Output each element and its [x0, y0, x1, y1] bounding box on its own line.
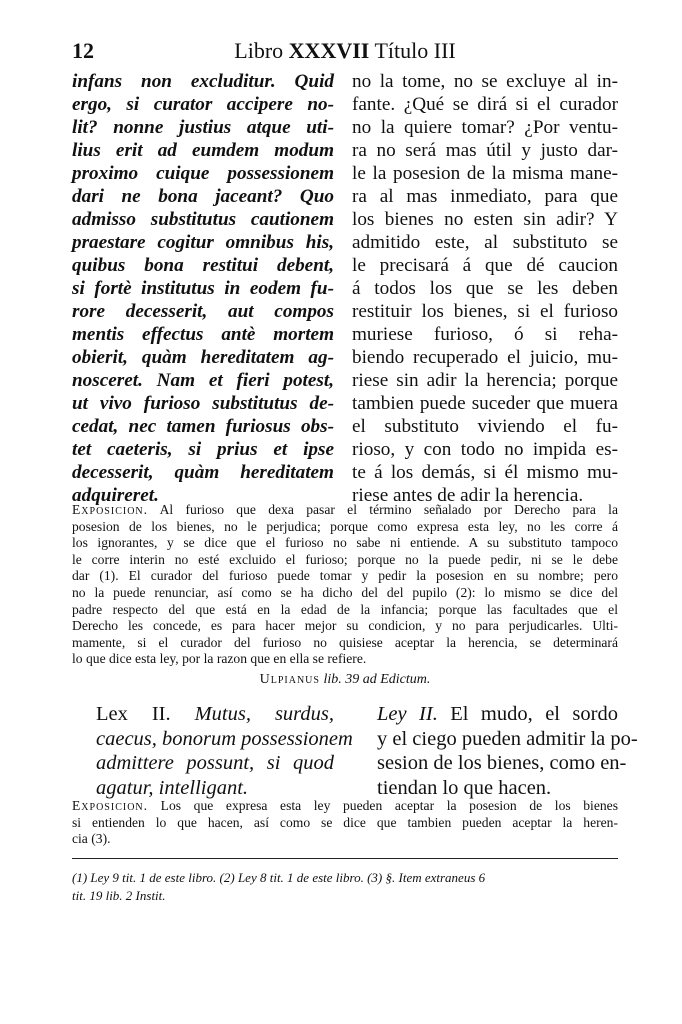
- exposition-2-first-line: Los que expresa esta ley pueden aceptar la posesion de los bienes: [148, 798, 618, 813]
- lex-2-latin-line: agatur, intelligant.: [96, 776, 249, 799]
- latin-text-line: si fortè institutus in eodem fu-: [72, 278, 334, 299]
- exposition-line: le corre interin no esté excluido el furioso; porque no la puede pedir, ni se le debe: [72, 551, 618, 567]
- exposition-first-line: Al furioso que dexa pasar el término señalado por Derecho para la: [148, 502, 618, 517]
- spanish-text-line: le precisará á que dé caucion: [352, 255, 618, 276]
- source-citation: [72, 672, 618, 688]
- latin-text-line: admisso substitutus cautionem: [72, 209, 334, 230]
- spanish-text-line: el substituto viviendo el fu-: [352, 416, 618, 437]
- exposition-line: no la puede renunciar, así como se ha dicho del del pupilo (2): lo mismo se dice del: [72, 584, 618, 600]
- spanish-column: [352, 70, 618, 507]
- spanish-text-line: restituir los bienes, si el furioso: [352, 301, 618, 322]
- latin-text-line: infans non excluditur. Quid: [72, 71, 334, 92]
- exposition-label: Exposicion.: [72, 502, 149, 517]
- lex-2-spanish-line: tiendan lo que hacen.: [377, 776, 552, 799]
- lex-2-latin-heading: Lex II.: [96, 703, 171, 725]
- running-head-book: XXXVII: [288, 38, 370, 63]
- exposition-line: mamente, si el curador del furioso no quisiese aceptar la herencia, se determinará: [72, 634, 618, 650]
- page-number: 12: [72, 38, 94, 63]
- exposition-line: Derecho les concede, es para hacer mejor su condicion, y no para perjudicarles. Ulti-: [72, 618, 618, 634]
- spanish-text-line: riese antes de adir la herencia.: [352, 485, 584, 506]
- latin-text-line: cedat, nec tamen furiosus obs-: [72, 416, 334, 437]
- lex-2-spanish-line: sesion de los bienes, como en-: [377, 752, 627, 774]
- spanish-text-line: á todos los que se les deben: [352, 278, 618, 299]
- exposition-2-line: si entienden lo que hacen, así como se dice que tambien pueden aceptar la heren-: [72, 814, 618, 830]
- latin-text-line: decesserit, quàm hereditatem: [72, 462, 334, 483]
- running-head: [72, 38, 618, 64]
- latin-text-line: lit? nonne justius atque uti-: [72, 117, 334, 138]
- spanish-text-line: tambien puede suceder que muera: [352, 393, 618, 414]
- exposition-line: lo que dice esta ley, por la razon que en ella se refiere.: [72, 651, 367, 667]
- lex-2-latin: [96, 702, 353, 800]
- spanish-text-line: rioso, y con todo no impida es-: [352, 439, 618, 460]
- latin-text-line: ut vivo furioso substitutus de-: [72, 393, 334, 414]
- lex-2-spanish: [377, 702, 638, 800]
- spanish-text-line: te á los demás, si él mismo mu-: [352, 462, 618, 483]
- exposition-2-line: cia (3).: [72, 831, 111, 847]
- lex-2-latin-line1: Mutus, surdus,: [170, 703, 334, 725]
- exposition-line: posesion de los bienes, no le perjudica; porque como expresa esta ley, no les corre á: [72, 518, 618, 534]
- footnote-line-1: (1) Ley 9 tit. 1 de este libro. (2) Ley 8 tit. 1 de este libro. (3) §. Item extraneus 6: [72, 870, 486, 885]
- latin-text-line: praestare cogitur omnibus his,: [72, 232, 334, 253]
- exposition-2-label: Exposicion.: [72, 798, 149, 813]
- lex-2-latin-line: admittere possunt, si quod: [96, 752, 334, 774]
- exposition-line: padre respecto del que está en la edad de la infancia; porque las facultades que el: [72, 601, 618, 617]
- latin-text-line: mentis effectus antè mortem: [72, 324, 334, 345]
- source-work: lib. 39 ad Edictum.: [319, 672, 431, 687]
- lex-2-spanish-line1: El mudo, el sordo: [437, 703, 618, 725]
- spanish-text-line: muriese furioso, ó si reha-: [352, 324, 618, 345]
- latin-text-line: proximo cuique possessionem: [72, 163, 334, 184]
- spanish-text-line: ra no será mas útil y justo dar-: [352, 140, 618, 161]
- lex-2-spanish-heading: Ley II.: [377, 703, 438, 725]
- exposition-1: [72, 502, 618, 668]
- latin-column: [72, 70, 334, 507]
- spanish-text-line: le la posesion de la misma mane-: [352, 163, 618, 184]
- exposition-2: [72, 798, 618, 848]
- footnote-divider: [72, 858, 618, 859]
- latin-text-line: tet caeteris, si prius et ipse: [72, 439, 334, 460]
- lex-2-spanish-line: y el ciego pueden admitir la po-: [377, 727, 638, 750]
- spanish-text-line: biendo recuperado el juicio, mu-: [352, 347, 618, 368]
- spanish-text-line: fante. ¿Qué se dirá si el curador: [352, 94, 618, 115]
- page-header: [72, 38, 618, 68]
- running-head-prefix: Libro: [234, 38, 289, 63]
- latin-text-line: obierit, quàm hereditatem ag-: [72, 347, 334, 368]
- latin-text-line: dari ne bona jaceant? Quo: [72, 186, 334, 207]
- latin-text-line: quibus bona restitui debent,: [72, 255, 334, 276]
- latin-text-line: adquireret.: [72, 485, 159, 506]
- spanish-text-line: ra al mas inmediato, para que: [352, 186, 618, 207]
- footnote-line-2: tit. 19 lib. 2 Instit.: [72, 888, 166, 903]
- spanish-text-line: los bienes no esten sin adir? Y: [352, 209, 618, 230]
- latin-text-line: ergo, si curator accipere no-: [72, 94, 334, 115]
- lex-2-latin-line: caecus, bonorum possessionem: [96, 727, 353, 750]
- spanish-text-line: riese sin adir la herencia; porque: [352, 370, 618, 391]
- latin-text-line: rore decesserit, aut compos: [72, 301, 334, 322]
- spanish-text-line: no la quiere tomar? ¿Por ventu-: [352, 117, 618, 138]
- spanish-text-line: no la tome, no se excluye al in-: [352, 71, 618, 92]
- source-author: Ulpianus: [259, 672, 320, 687]
- latin-text-line: lius erit ad eumdem modum: [72, 140, 334, 161]
- exposition-line: los ignorantes, y se dice que el furioso no sabe ni entiende. A su substituto tampoco: [72, 535, 618, 551]
- running-head-suffix: Título III: [369, 38, 456, 63]
- latin-text-line: nosceret. Nam et fieri potest,: [72, 370, 334, 391]
- exposition-line: dar (1). El curador del furioso puede tomar y pedir la posesion en su nombre; pero: [72, 568, 618, 584]
- spanish-text-line: admitido este, al substituto se: [352, 232, 618, 253]
